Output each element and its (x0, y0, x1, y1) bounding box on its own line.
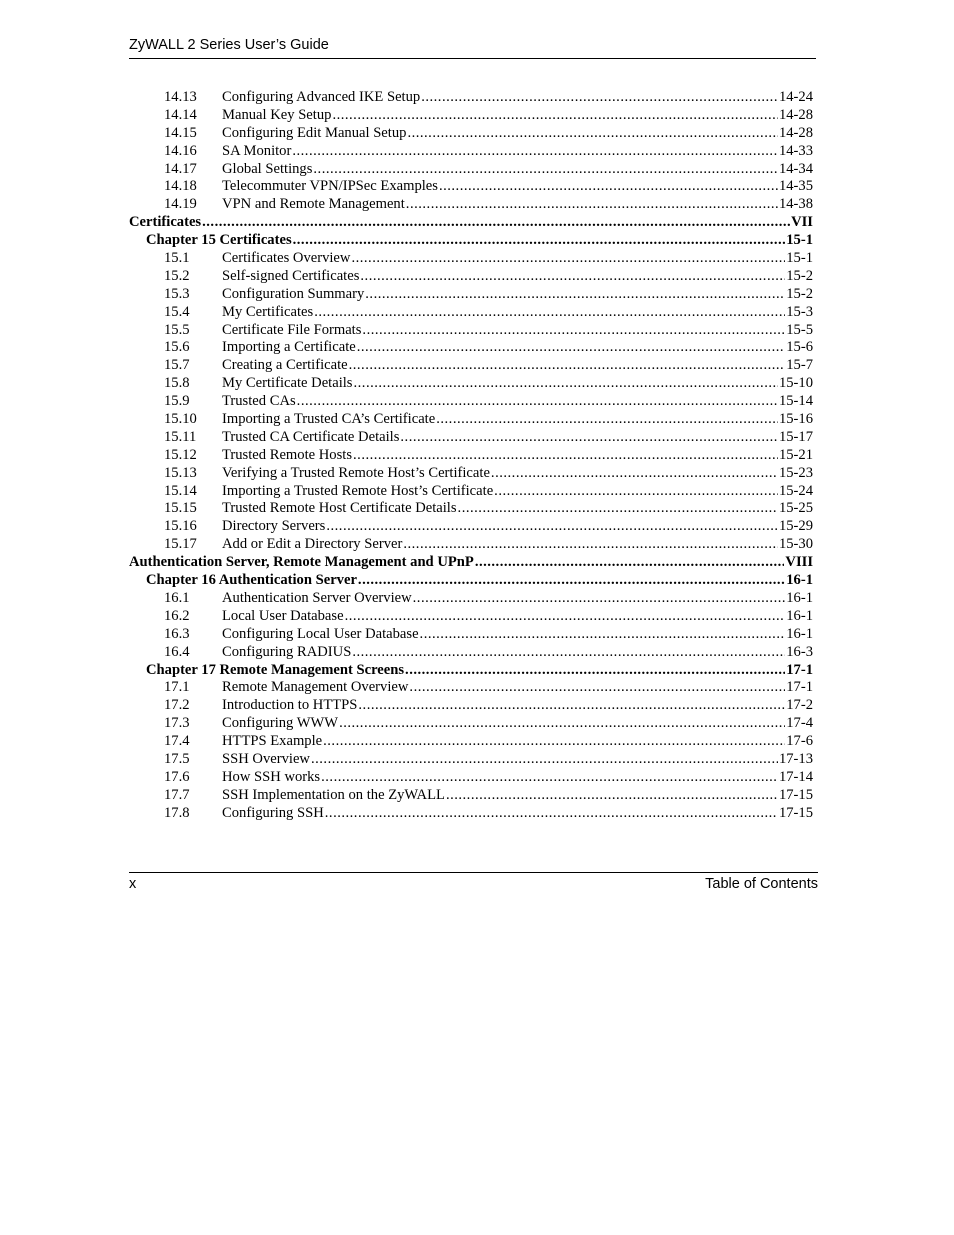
toc-entry-number: 15.10 (164, 411, 197, 428)
dot-leader (339, 715, 785, 733)
toc-entry-page: 16-1 (786, 589, 813, 606)
toc-entry[interactable] (129, 250, 813, 268)
toc-entry[interactable] (129, 608, 813, 626)
toc-entry-title: Configuring Local User Database (222, 625, 419, 642)
toc-entry-title: Remote Management Overview (222, 679, 409, 696)
toc-entry-page: 14-28 (778, 106, 813, 123)
toc-entry-page: 14-34 (778, 160, 813, 177)
toc-entry-title: Certificates (129, 214, 202, 231)
dot-leader (354, 375, 778, 393)
toc-entry-number: 15.13 (164, 464, 197, 481)
toc-entry-page: 15-1 (786, 232, 813, 249)
toc-entry-page: 17-15 (778, 804, 813, 821)
dot-leader (362, 322, 785, 340)
toc-entry-title: Global Settings (222, 160, 313, 177)
toc-entry-title: My Certificates (222, 303, 314, 320)
toc-entry-title: Introduction to HTTPS (222, 697, 358, 714)
toc-entry[interactable] (129, 357, 813, 375)
toc-entry-page: 15-2 (786, 285, 813, 302)
toc-entry-number: 16.1 (164, 589, 190, 606)
toc-entry-title: My Certificate Details (222, 375, 353, 392)
dot-leader (351, 250, 785, 268)
toc-entry[interactable] (129, 393, 813, 411)
toc-entry[interactable] (129, 161, 813, 179)
toc-entry-page: 15-1 (786, 250, 813, 267)
dot-leader (405, 662, 785, 680)
toc-entry-title: Trusted CAs (222, 393, 296, 410)
toc-entry-page: 15-24 (778, 482, 813, 499)
toc-entry-page: 17-14 (778, 768, 813, 785)
toc-entry-number: 16.2 (164, 607, 190, 624)
dot-leader (311, 751, 778, 769)
toc-entry[interactable] (129, 787, 813, 805)
toc-entry-title: Configuring SSH (222, 804, 324, 821)
dot-leader (360, 268, 785, 286)
toc-entry-number: 15.9 (164, 393, 190, 410)
toc-entry-title: Certificate File Formats (222, 321, 362, 338)
toc-entry-number: 17.2 (164, 697, 190, 714)
toc-entry-number: 14.14 (164, 106, 197, 123)
toc-entry-title: VPN and Remote Management (222, 196, 405, 213)
toc-entry[interactable] (129, 143, 813, 161)
toc-entry-page: 15-7 (786, 357, 813, 374)
toc-entry-page: 17-13 (778, 750, 813, 767)
dot-leader (358, 572, 785, 590)
dot-leader (313, 161, 778, 179)
dot-leader (352, 644, 785, 662)
toc-entry-number: 15.17 (164, 536, 197, 553)
toc-entry-title: Add or Edit a Directory Server (222, 536, 403, 553)
toc-entry[interactable] (129, 733, 813, 751)
toc-entry-page: 16-1 (786, 607, 813, 624)
dot-leader (491, 465, 778, 483)
toc-entry-title: Configuring Advanced IKE Setup (222, 89, 421, 105)
toc-entry-title: Trusted Remote Host Certificate Details (222, 500, 457, 517)
toc-entry-number: 14.19 (164, 196, 197, 213)
toc-entry-title: SA Monitor (222, 142, 292, 159)
toc-entry[interactable] (129, 679, 813, 697)
toc-chapter[interactable] (129, 232, 813, 250)
toc-entry-title: Creating a Certificate (222, 357, 348, 374)
toc-entry[interactable] (129, 483, 813, 501)
toc-entry[interactable] (129, 196, 813, 214)
page-number: x (129, 876, 137, 892)
toc-entry-number: 14.13 (164, 89, 197, 105)
dot-leader (475, 554, 785, 572)
dot-leader (406, 196, 778, 214)
toc-entry-page: 16-3 (786, 643, 813, 660)
toc-entry[interactable] (129, 178, 813, 196)
toc-entry-page: 17-1 (786, 679, 813, 696)
toc-entry-page: 15-25 (778, 500, 813, 517)
dot-leader (421, 89, 778, 107)
toc-entry-page: 16-1 (786, 572, 813, 589)
toc-entry-title: Manual Key Setup (222, 106, 332, 123)
dot-leader (202, 214, 790, 232)
toc-entry[interactable] (129, 751, 813, 769)
dot-leader (413, 590, 786, 608)
toc-entry-page: 17-2 (786, 697, 813, 714)
toc-entry[interactable] (129, 590, 813, 608)
toc-entry-title: Configuring Edit Manual Setup (222, 124, 407, 141)
dot-leader (400, 429, 778, 447)
toc-entry[interactable] (129, 500, 813, 518)
toc-entry-number: 16.4 (164, 643, 190, 660)
dot-leader (353, 447, 778, 465)
toc-entry-page: 15-5 (786, 321, 813, 338)
toc-entry-page: 14-33 (778, 142, 813, 159)
toc-entry-page: 15-14 (778, 393, 813, 410)
toc-entry-number: 15.8 (164, 375, 190, 392)
toc-entry-page: 17-4 (786, 715, 813, 732)
toc-entry-page: 14-38 (778, 196, 813, 213)
toc-entry-number: 15.5 (164, 321, 190, 338)
toc-entry-title: Chapter 17 Remote Management Screens (146, 661, 405, 678)
toc-entry[interactable] (129, 697, 813, 715)
toc-entry-title: Importing a Trusted CA’s Certificate (222, 411, 436, 428)
toc-entry[interactable] (129, 322, 813, 340)
toc-entry-title: Trusted Remote Hosts (222, 446, 353, 463)
toc-entry-number: 15.16 (164, 518, 197, 535)
toc-entry-title: SSH Implementation on the ZyWALL (222, 786, 445, 803)
toc-entry-title: Configuring WWW (222, 715, 339, 732)
toc-entry[interactable] (129, 626, 813, 644)
dot-leader (357, 339, 786, 357)
toc-entry-number: 15.11 (164, 428, 197, 445)
dot-leader (446, 787, 778, 805)
toc-entry-number: 17.4 (164, 733, 190, 750)
toc-entry-page: 15-29 (778, 518, 813, 535)
toc-entry-number: 15.7 (164, 357, 190, 374)
toc-entry[interactable] (129, 89, 813, 107)
toc-entry-title: SSH Overview (222, 750, 310, 767)
page-footer (129, 872, 818, 892)
toc-entry[interactable] (129, 536, 813, 554)
dot-leader (407, 125, 778, 143)
toc-entry-number: 17.7 (164, 786, 190, 803)
toc-entry[interactable] (129, 375, 813, 393)
toc-entry-title: Chapter 15 Certificates (146, 232, 292, 249)
toc-entry-page: 15-6 (786, 339, 813, 356)
toc-entry[interactable] (129, 268, 813, 286)
table-of-contents (129, 89, 813, 823)
page-header (129, 37, 816, 59)
toc-entry[interactable] (129, 125, 813, 143)
toc-entry-page: 14-28 (778, 124, 813, 141)
dot-leader (345, 608, 786, 626)
toc-entry[interactable] (129, 769, 813, 787)
toc-entry-page: VII (791, 214, 813, 231)
toc-chapter[interactable] (129, 572, 813, 590)
toc-entry-number: 15.1 (164, 250, 190, 267)
section-name: Table of Contents (705, 876, 818, 892)
dot-leader (358, 697, 785, 715)
dot-leader (439, 178, 778, 196)
toc-entry-number: 15.12 (164, 446, 197, 463)
toc-entry-title: Authentication Server, Remote Management and UPnP (129, 554, 474, 571)
toc-entry[interactable] (129, 447, 813, 465)
toc-entry[interactable] (129, 411, 813, 429)
toc-entry-page: 15-23 (778, 464, 813, 481)
toc-entry-title: Authentication Server Overview (222, 589, 412, 606)
toc-entry-number: 17.1 (164, 679, 190, 696)
dot-leader (420, 626, 786, 644)
dot-leader (494, 483, 778, 501)
toc-entry[interactable] (129, 644, 813, 662)
toc-entry-title: Local User Database (222, 607, 344, 624)
toc-entry-title: Self-signed Certificates (222, 267, 360, 284)
toc-entry-title: Chapter 16 Authentication Server (146, 572, 357, 589)
toc-entry[interactable] (129, 518, 813, 536)
toc-entry-number: 14.17 (164, 160, 197, 177)
toc-entry-page: 15-10 (778, 375, 813, 392)
dot-leader (403, 536, 778, 554)
toc-entry-title: Directory Servers (222, 518, 326, 535)
toc-entry-number: 15.3 (164, 285, 190, 302)
dot-leader (458, 500, 778, 518)
dot-leader (349, 357, 786, 375)
toc-entry-number: 15.6 (164, 339, 190, 356)
toc-entry-page: 14-24 (778, 89, 813, 105)
toc-entry-title: Importing a Certificate (222, 339, 356, 356)
toc-entry[interactable] (129, 805, 813, 823)
toc-entry-number: 14.16 (164, 142, 197, 159)
toc-entry-title: Configuring RADIUS (222, 643, 352, 660)
toc-entry-number: 17.5 (164, 750, 190, 767)
toc-entry-title: Verifying a Trusted Remote Host’s Certificate (222, 464, 490, 481)
toc-part[interactable] (129, 554, 813, 572)
dot-leader (292, 143, 778, 161)
toc-entry-title: How SSH works (222, 768, 321, 785)
toc-entry[interactable] (129, 429, 813, 447)
dot-leader (297, 393, 778, 411)
toc-entry-number: 14.18 (164, 178, 197, 195)
toc-entry-page: 16-1 (786, 625, 813, 642)
dot-leader (323, 733, 785, 751)
dot-leader (409, 679, 785, 697)
toc-entry-title: Importing a Trusted Remote Host’s Certificate (222, 482, 494, 499)
toc-entry[interactable] (129, 339, 813, 357)
toc-entry-number: 17.8 (164, 804, 190, 821)
toc-entry[interactable] (129, 286, 813, 304)
dot-leader (326, 518, 778, 536)
toc-entry-title: Telecommuter VPN/IPSec Examples (222, 178, 438, 195)
toc-entry-number: 14.15 (164, 124, 197, 141)
dot-leader (314, 304, 785, 322)
dot-leader (365, 286, 785, 304)
toc-entry-title: Configuration Summary (222, 285, 365, 302)
toc-entry-page: 15-16 (778, 411, 813, 428)
toc-entry-number: 15.15 (164, 500, 197, 517)
toc-entry[interactable] (129, 107, 813, 125)
toc-part[interactable] (129, 214, 813, 232)
toc-entry-number: 17.6 (164, 768, 190, 785)
toc-entry-page: 15-17 (778, 428, 813, 445)
toc-entry-number: 16.3 (164, 625, 190, 642)
toc-entry-number: 17.3 (164, 715, 190, 732)
toc-entry-title: Trusted CA Certificate Details (222, 428, 400, 445)
toc-entry-page: VIII (785, 554, 813, 571)
toc-entry[interactable] (129, 465, 813, 483)
toc-entry-number: 15.2 (164, 267, 190, 284)
toc-entry-page: 17-6 (786, 733, 813, 750)
guide-title: ZyWALL 2 Series User’s Guide (129, 37, 329, 53)
dot-leader (293, 232, 786, 250)
toc-entry-number: 15.14 (164, 482, 197, 499)
toc-entry-title: HTTPS Example (222, 733, 323, 750)
toc-entry-page: 14-35 (778, 178, 813, 195)
toc-entry-page: 15-3 (786, 303, 813, 320)
toc-entry-page: 17-1 (786, 661, 813, 678)
toc-chapter[interactable] (129, 662, 813, 680)
toc-entry[interactable] (129, 304, 813, 322)
toc-entry[interactable] (129, 715, 813, 733)
toc-entry-page: 17-15 (778, 786, 813, 803)
toc-entry-page: 15-2 (786, 267, 813, 284)
dot-leader (321, 769, 778, 787)
toc-entry-number: 15.4 (164, 303, 190, 320)
toc-entry-page: 15-21 (778, 446, 813, 463)
dot-leader (332, 107, 778, 125)
toc-entry-page: 15-30 (778, 536, 813, 553)
dot-leader (325, 805, 778, 823)
dot-leader (436, 411, 778, 429)
toc-entry-title: Certificates Overview (222, 250, 351, 267)
